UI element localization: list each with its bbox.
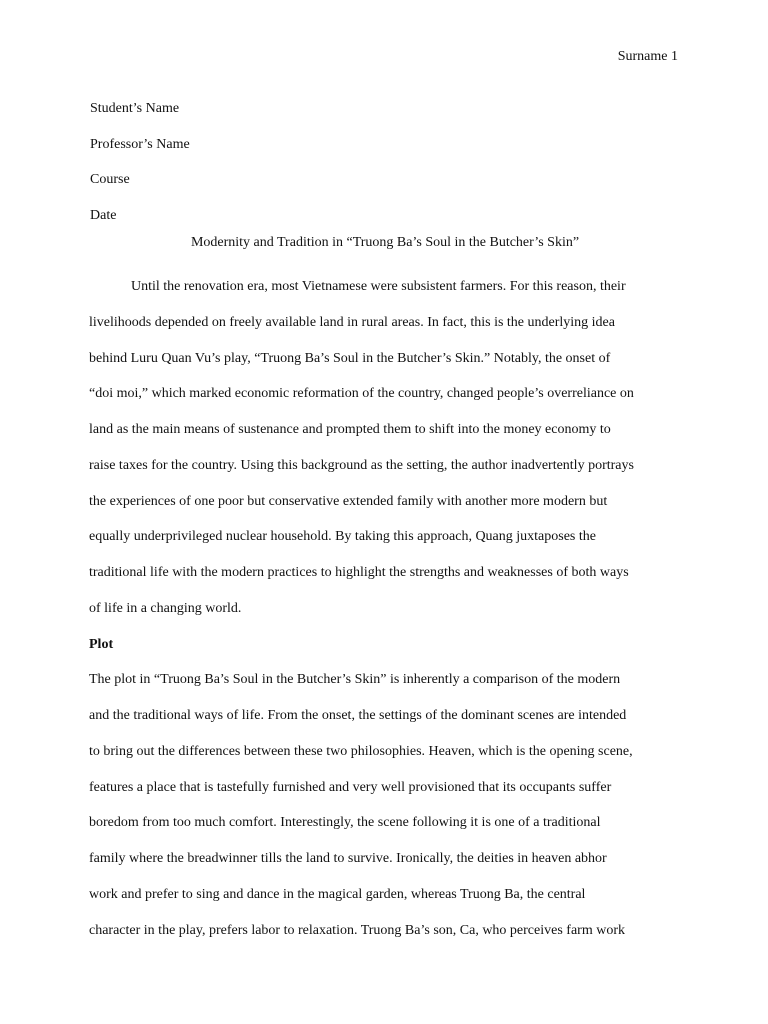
running-head: Surname 1 [617, 49, 678, 64]
plot-line: boredom from too much comfort. Interestingly, the scene following it is one of a traditional [89, 815, 601, 831]
intro-line: the experiences of one poor but conservative extended family with another more modern but [89, 493, 608, 509]
intro-line: “doi moi,” which marked economic reformation of the country, changed people’s overreliance on [89, 386, 634, 402]
intro-line: raise taxes for the country. Using this background as the setting, the author inadvertently portrays [89, 457, 634, 473]
intro-line: traditional life with the modern practices to highlight the strengths and weaknesses of both ways [89, 565, 629, 580]
plot-line: The plot in “Truong Ba’s Soul in the Butcher’s Skin” is inherently a comparison of the modern [89, 672, 621, 688]
essay-title: Modernity and Tradition in “Truong Ba’s Soul in the Butcher’s Skin” [190, 235, 580, 250]
professor-name: Professor’s Name [90, 136, 190, 152]
intro-line: behind Luru Quan Vu’s play, “Truong Ba’s Soul in the Butcher’s Skin.” Notably, the onset of [89, 350, 611, 366]
plot-line: work and prefer to sing and dance in the magical garden, whereas Truong Ba, the central [89, 886, 586, 902]
plot-line: and the traditional ways of life. From the onset, the settings of the dominant scenes are intended [89, 708, 627, 723]
plot-line: features a place that is tastefully furnished and very well provisioned that its occupants suffer [89, 779, 612, 795]
intro-line: equally underprivileged nuclear household. By taking this approach, Quang juxtaposes the [89, 529, 596, 545]
intro-line: Until the renovation era, most Vietnamese were subsistent farmers. For this reason, their [131, 279, 626, 294]
course-name: Course [90, 172, 130, 188]
plot-line: character in the play, prefers labor to relaxation. Truong Ba’s son, Ca, who perceives farm work [89, 922, 625, 938]
intro-line: livelihoods depended on freely available land in rural areas. In fact, this is the underlying idea [89, 314, 615, 330]
essay-body [89, 269, 681, 948]
intro-line: of life in a changing world. [89, 600, 242, 616]
intro-line: land as the main means of sustenance and prompted them to shift into the money economy to [89, 422, 611, 437]
plot-line: to bring out the differences between these two philosophies. Heaven, which is the opening scene, [89, 743, 633, 759]
student-name: Student’s Name [90, 101, 180, 116]
mla-heading [90, 91, 680, 234]
plot-heading: Plot [89, 636, 114, 652]
date: Date [90, 208, 117, 224]
plot-line: family where the breadwinner tills the land to survive. Ironically, the deities in heaven abhor [89, 851, 607, 866]
